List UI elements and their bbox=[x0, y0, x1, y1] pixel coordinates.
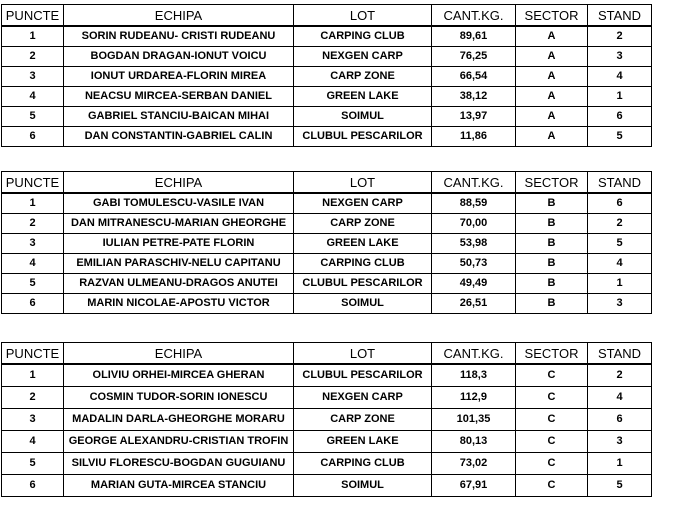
table-row bbox=[2, 274, 652, 294]
cell-echipa: DAN CONSTANTIN-GABRIEL CALIN bbox=[64, 127, 294, 147]
cell-lot: CARP ZONE bbox=[294, 409, 432, 431]
cell-lot: GREEN LAKE bbox=[294, 234, 432, 254]
cell-sector: C bbox=[516, 475, 588, 497]
cell-sector: A bbox=[516, 26, 588, 47]
cell-cant: 50,73 bbox=[432, 254, 516, 274]
cell-lot: SOIMUL bbox=[294, 294, 432, 314]
table-row bbox=[2, 87, 652, 107]
cell-sector: C bbox=[516, 409, 588, 431]
cell-cant: 26,51 bbox=[432, 294, 516, 314]
cell-stand: 3 bbox=[588, 294, 652, 314]
cell-puncte: 4 bbox=[2, 431, 64, 453]
header-echipa: ECHIPA bbox=[64, 5, 294, 27]
cell-stand: 5 bbox=[588, 234, 652, 254]
cell-stand: 6 bbox=[588, 107, 652, 127]
header-stand: STAND bbox=[588, 343, 652, 365]
header-puncte: PUNCTE bbox=[2, 172, 64, 194]
cell-stand: 2 bbox=[588, 364, 652, 387]
cell-cant: 49,49 bbox=[432, 274, 516, 294]
cell-cant: 53,98 bbox=[432, 234, 516, 254]
cell-cant: 112,9 bbox=[432, 387, 516, 409]
cell-sector: B bbox=[516, 234, 588, 254]
cell-cant: 70,00 bbox=[432, 214, 516, 234]
cell-cant: 89,61 bbox=[432, 26, 516, 47]
cell-cant: 80,13 bbox=[432, 431, 516, 453]
cell-stand: 3 bbox=[588, 47, 652, 67]
cell-sector: B bbox=[516, 294, 588, 314]
header-echipa: ECHIPA bbox=[64, 172, 294, 194]
header-lot: LOT bbox=[294, 343, 432, 365]
header-row bbox=[2, 172, 652, 194]
table-row bbox=[2, 294, 652, 314]
header-sector: SECTOR bbox=[516, 343, 588, 365]
cell-sector: A bbox=[516, 67, 588, 87]
cell-lot: GREEN LAKE bbox=[294, 431, 432, 453]
header-cant: CANT.KG. bbox=[432, 5, 516, 27]
cell-puncte: 6 bbox=[2, 127, 64, 147]
cell-echipa: MARIN NICOLAE-APOSTU VICTOR bbox=[64, 294, 294, 314]
cell-lot: GREEN LAKE bbox=[294, 87, 432, 107]
cell-stand: 1 bbox=[588, 274, 652, 294]
cell-echipa: COSMIN TUDOR-SORIN IONESCU bbox=[64, 387, 294, 409]
cell-echipa: MADALIN DARLA-GHEORGHE MORARU bbox=[64, 409, 294, 431]
table-row bbox=[2, 193, 652, 214]
cell-sector: A bbox=[516, 107, 588, 127]
cell-cant: 66,54 bbox=[432, 67, 516, 87]
cell-lot: NEXGEN CARP bbox=[294, 47, 432, 67]
cell-sector: B bbox=[516, 214, 588, 234]
cell-puncte: 2 bbox=[2, 47, 64, 67]
cell-puncte: 3 bbox=[2, 409, 64, 431]
cell-stand: 2 bbox=[588, 214, 652, 234]
cell-sector: B bbox=[516, 193, 588, 214]
cell-echipa: NEACSU MIRCEA-SERBAN DANIEL bbox=[64, 87, 294, 107]
header-sector: SECTOR bbox=[516, 172, 588, 194]
cell-sector: C bbox=[516, 431, 588, 453]
cell-puncte: 2 bbox=[2, 214, 64, 234]
cell-lot: CLUBUL PESCARILOR bbox=[294, 274, 432, 294]
cell-sector: B bbox=[516, 274, 588, 294]
table-row bbox=[2, 107, 652, 127]
cell-puncte: 3 bbox=[2, 67, 64, 87]
cell-stand: 4 bbox=[588, 67, 652, 87]
cell-puncte: 6 bbox=[2, 294, 64, 314]
cell-puncte: 5 bbox=[2, 453, 64, 475]
header-row bbox=[2, 343, 652, 365]
table-row bbox=[2, 453, 652, 475]
header-echipa: ECHIPA bbox=[64, 343, 294, 365]
header-stand: STAND bbox=[588, 5, 652, 27]
cell-echipa: GABI TOMULESCU-VASILE IVAN bbox=[64, 193, 294, 214]
header-cant: CANT.KG. bbox=[432, 172, 516, 194]
cell-stand: 2 bbox=[588, 26, 652, 47]
cell-lot: CLUBUL PESCARILOR bbox=[294, 364, 432, 387]
header-puncte: PUNCTE bbox=[2, 343, 64, 365]
header-sector: SECTOR bbox=[516, 5, 588, 27]
cell-stand: 6 bbox=[588, 409, 652, 431]
cell-sector: C bbox=[516, 453, 588, 475]
cell-lot: NEXGEN CARP bbox=[294, 193, 432, 214]
cell-cant: 13,97 bbox=[432, 107, 516, 127]
cell-lot: CARPING CLUB bbox=[294, 453, 432, 475]
cell-puncte: 3 bbox=[2, 234, 64, 254]
table-row bbox=[2, 47, 652, 67]
sector-a-table bbox=[1, 4, 652, 147]
table-row bbox=[2, 234, 652, 254]
cell-echipa: IONUT URDAREA-FLORIN MIREA bbox=[64, 67, 294, 87]
cell-echipa: EMILIAN PARASCHIV-NELU CAPITANU bbox=[64, 254, 294, 274]
cell-sector: A bbox=[516, 87, 588, 107]
cell-lot: CARPING CLUB bbox=[294, 254, 432, 274]
cell-stand: 5 bbox=[588, 475, 652, 497]
cell-puncte: 2 bbox=[2, 387, 64, 409]
cell-puncte: 1 bbox=[2, 26, 64, 47]
table-row bbox=[2, 364, 652, 387]
cell-echipa: RAZVAN ULMEANU-DRAGOS ANUTEI bbox=[64, 274, 294, 294]
cell-echipa: BOGDAN DRAGAN-IONUT VOICU bbox=[64, 47, 294, 67]
header-row bbox=[2, 5, 652, 27]
cell-sector: C bbox=[516, 364, 588, 387]
cell-stand: 4 bbox=[588, 254, 652, 274]
header-puncte: PUNCTE bbox=[2, 5, 64, 27]
cell-stand: 3 bbox=[588, 431, 652, 453]
cell-cant: 67,91 bbox=[432, 475, 516, 497]
cell-cant: 76,25 bbox=[432, 47, 516, 67]
table-row bbox=[2, 127, 652, 147]
cell-lot: CLUBUL PESCARILOR bbox=[294, 127, 432, 147]
table-row bbox=[2, 475, 652, 497]
header-lot: LOT bbox=[294, 172, 432, 194]
cell-echipa: SILVIU FLORESCU-BOGDAN GUGUIANU bbox=[64, 453, 294, 475]
cell-puncte: 6 bbox=[2, 475, 64, 497]
table-row bbox=[2, 67, 652, 87]
table-row bbox=[2, 431, 652, 453]
cell-cant: 38,12 bbox=[432, 87, 516, 107]
cell-sector: B bbox=[516, 254, 588, 274]
cell-cant: 88,59 bbox=[432, 193, 516, 214]
cell-cant: 101,35 bbox=[432, 409, 516, 431]
cell-puncte: 5 bbox=[2, 107, 64, 127]
cell-echipa: DAN MITRANESCU-MARIAN GHEORGHE bbox=[64, 214, 294, 234]
table-row bbox=[2, 254, 652, 274]
table-row bbox=[2, 387, 652, 409]
cell-echipa: GEORGE ALEXANDRU-CRISTIAN TROFIN bbox=[64, 431, 294, 453]
cell-sector: A bbox=[516, 127, 588, 147]
table-row bbox=[2, 409, 652, 431]
header-cant: CANT.KG. bbox=[432, 343, 516, 365]
cell-lot: CARPING CLUB bbox=[294, 26, 432, 47]
cell-echipa: OLIVIU ORHEI-MIRCEA GHERAN bbox=[64, 364, 294, 387]
cell-echipa: IULIAN PETRE-PATE FLORIN bbox=[64, 234, 294, 254]
table-row bbox=[2, 214, 652, 234]
cell-echipa: MARIAN GUTA-MIRCEA STANCIU bbox=[64, 475, 294, 497]
cell-cant: 11,86 bbox=[432, 127, 516, 147]
cell-stand: 5 bbox=[588, 127, 652, 147]
cell-cant: 73,02 bbox=[432, 453, 516, 475]
table-row bbox=[2, 26, 652, 47]
cell-lot: CARP ZONE bbox=[294, 214, 432, 234]
header-stand: STAND bbox=[588, 172, 652, 194]
sector-c-table bbox=[1, 342, 652, 497]
cell-puncte: 1 bbox=[2, 193, 64, 214]
cell-puncte: 5 bbox=[2, 274, 64, 294]
header-lot: LOT bbox=[294, 5, 432, 27]
cell-puncte: 1 bbox=[2, 364, 64, 387]
cell-echipa: GABRIEL STANCIU-BAICAN MIHAI bbox=[64, 107, 294, 127]
cell-stand: 6 bbox=[588, 193, 652, 214]
cell-lot: NEXGEN CARP bbox=[294, 387, 432, 409]
cell-stand: 1 bbox=[588, 453, 652, 475]
cell-puncte: 4 bbox=[2, 87, 64, 107]
cell-stand: 1 bbox=[588, 87, 652, 107]
sector-b-table bbox=[1, 171, 652, 314]
cell-echipa: SORIN RUDEANU- CRISTI RUDEANU bbox=[64, 26, 294, 47]
cell-sector: C bbox=[516, 387, 588, 409]
cell-sector: A bbox=[516, 47, 588, 67]
cell-lot: SOIMUL bbox=[294, 107, 432, 127]
cell-puncte: 4 bbox=[2, 254, 64, 274]
cell-cant: 118,3 bbox=[432, 364, 516, 387]
cell-stand: 4 bbox=[588, 387, 652, 409]
cell-lot: CARP ZONE bbox=[294, 67, 432, 87]
cell-lot: SOIMUL bbox=[294, 475, 432, 497]
